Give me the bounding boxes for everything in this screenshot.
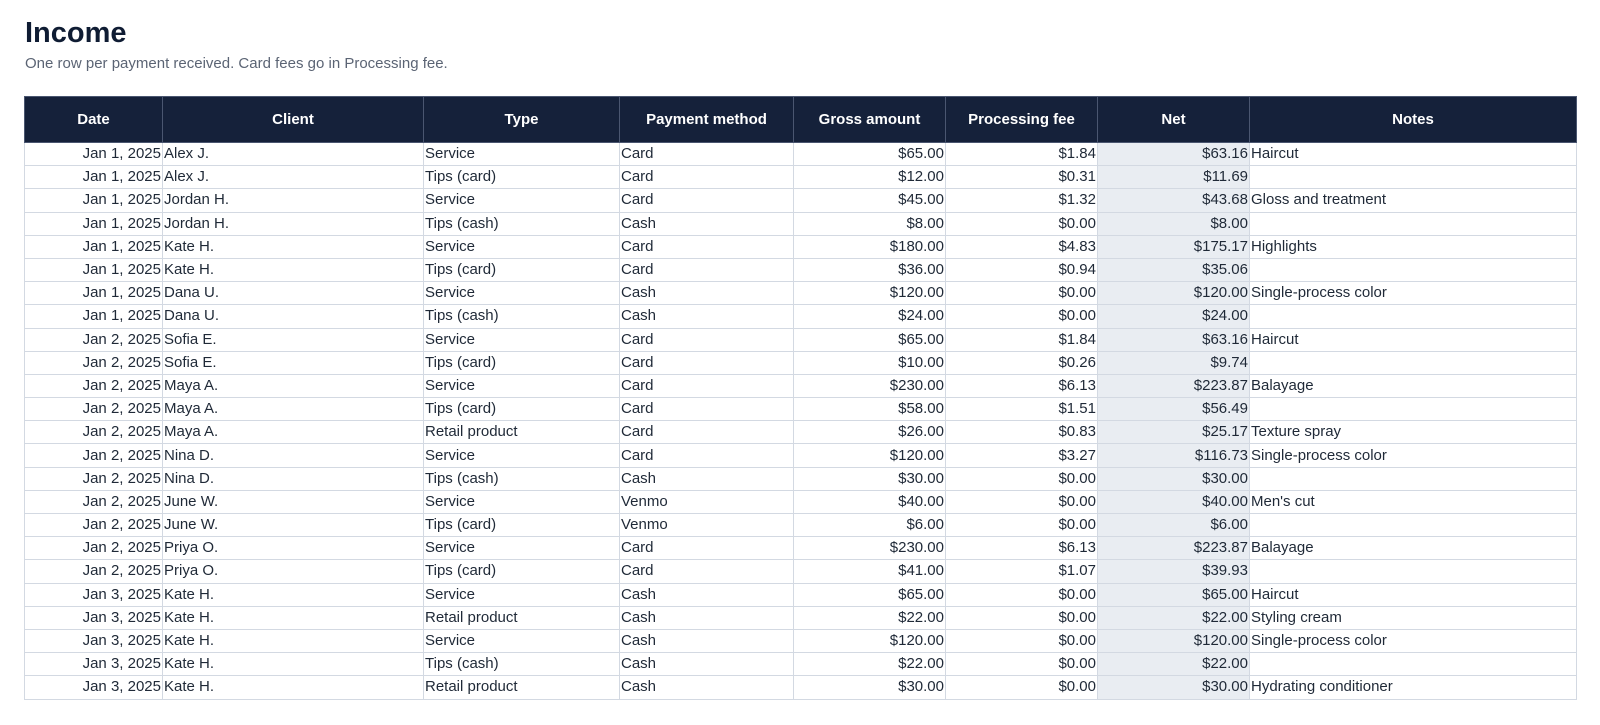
- type-cell[interactable]: Tips (card): [424, 258, 620, 281]
- table-row: [25, 166, 1577, 189]
- page-subtitle: One row per payment received. Card fees go in Processing fee.: [25, 55, 448, 72]
- processing-fee-cell[interactable]: $1.84: [946, 143, 1098, 166]
- notes-cell[interactable]: Haircut: [1250, 328, 1577, 351]
- date-cell[interactable]: Jan 2, 2025: [25, 398, 163, 421]
- type-cell[interactable]: Tips (cash): [424, 467, 620, 490]
- processing-fee-cell[interactable]: $0.83: [946, 421, 1098, 444]
- gross-amount-cell[interactable]: $41.00: [794, 560, 946, 583]
- processing-fee-cell[interactable]: $0.31: [946, 166, 1098, 189]
- net-cell[interactable]: $22.00: [1098, 653, 1250, 676]
- column-header-date[interactable]: Date: [25, 97, 163, 143]
- net-cell[interactable]: $35.06: [1098, 258, 1250, 281]
- column-header-processing-fee[interactable]: Processing fee: [946, 97, 1098, 143]
- processing-fee-cell[interactable]: $0.00: [946, 653, 1098, 676]
- type-cell[interactable]: Tips (card): [424, 560, 620, 583]
- date-cell[interactable]: Jan 1, 2025: [25, 282, 163, 305]
- gross-amount-cell[interactable]: $30.00: [794, 467, 946, 490]
- table-row: [25, 398, 1577, 421]
- client-cell[interactable]: Kate H.: [163, 258, 424, 281]
- gross-amount-cell[interactable]: $22.00: [794, 653, 946, 676]
- client-cell[interactable]: Alex J.: [163, 166, 424, 189]
- date-cell[interactable]: Jan 2, 2025: [25, 328, 163, 351]
- gross-amount-cell[interactable]: $22.00: [794, 606, 946, 629]
- gross-amount-cell[interactable]: $230.00: [794, 374, 946, 397]
- date-cell[interactable]: Jan 2, 2025: [25, 537, 163, 560]
- table-row: [25, 282, 1577, 305]
- date-cell[interactable]: Jan 1, 2025: [25, 143, 163, 166]
- date-cell[interactable]: Jan 3, 2025: [25, 583, 163, 606]
- client-cell[interactable]: Nina D.: [163, 467, 424, 490]
- date-cell[interactable]: Jan 1, 2025: [25, 189, 163, 212]
- client-cell[interactable]: Maya A.: [163, 374, 424, 397]
- type-cell[interactable]: Retail product: [424, 676, 620, 699]
- net-cell[interactable]: $56.49: [1098, 398, 1250, 421]
- payment-method-cell[interactable]: Card: [620, 351, 794, 374]
- net-cell[interactable]: $175.17: [1098, 235, 1250, 258]
- gross-amount-cell[interactable]: $36.00: [794, 258, 946, 281]
- table-row: [25, 653, 1577, 676]
- client-cell[interactable]: Jordan H.: [163, 212, 424, 235]
- type-cell[interactable]: Service: [424, 444, 620, 467]
- client-cell[interactable]: Kate H.: [163, 606, 424, 629]
- gross-amount-cell[interactable]: $120.00: [794, 444, 946, 467]
- notes-cell[interactable]: Haircut: [1250, 143, 1577, 166]
- processing-fee-cell[interactable]: $0.00: [946, 490, 1098, 513]
- type-cell[interactable]: Service: [424, 235, 620, 258]
- type-cell[interactable]: Service: [424, 490, 620, 513]
- payment-method-cell[interactable]: Venmo: [620, 490, 794, 513]
- notes-cell[interactable]: Single-process color: [1250, 282, 1577, 305]
- gross-amount-cell[interactable]: $180.00: [794, 235, 946, 258]
- net-cell[interactable]: $39.93: [1098, 560, 1250, 583]
- processing-fee-cell[interactable]: $6.13: [946, 537, 1098, 560]
- notes-cell[interactable]: Gloss and treatment: [1250, 189, 1577, 212]
- client-cell[interactable]: Kate H.: [163, 653, 424, 676]
- net-cell[interactable]: $65.00: [1098, 583, 1250, 606]
- date-cell[interactable]: Jan 1, 2025: [25, 235, 163, 258]
- table-row: [25, 258, 1577, 281]
- type-cell[interactable]: Service: [424, 629, 620, 652]
- gross-amount-cell[interactable]: $65.00: [794, 583, 946, 606]
- table-row: [25, 583, 1577, 606]
- client-cell[interactable]: Jordan H.: [163, 189, 424, 212]
- notes-cell[interactable]: Single-process color: [1250, 629, 1577, 652]
- client-cell[interactable]: June W.: [163, 490, 424, 513]
- client-cell[interactable]: Dana U.: [163, 282, 424, 305]
- processing-fee-cell[interactable]: $0.00: [946, 676, 1098, 699]
- payment-method-cell[interactable]: Card: [620, 143, 794, 166]
- gross-amount-cell[interactable]: $58.00: [794, 398, 946, 421]
- date-cell[interactable]: Jan 2, 2025: [25, 514, 163, 537]
- payment-method-cell[interactable]: Cash: [620, 212, 794, 235]
- column-header-type[interactable]: Type: [424, 97, 620, 143]
- gross-amount-cell[interactable]: $65.00: [794, 328, 946, 351]
- date-cell[interactable]: Jan 1, 2025: [25, 305, 163, 328]
- payment-method-cell[interactable]: Card: [620, 537, 794, 560]
- table-row: [25, 374, 1577, 397]
- net-cell[interactable]: $11.69: [1098, 166, 1250, 189]
- notes-cell[interactable]: [1250, 560, 1577, 583]
- type-cell[interactable]: Service: [424, 189, 620, 212]
- client-cell[interactable]: Kate H.: [163, 676, 424, 699]
- processing-fee-cell[interactable]: $6.13: [946, 374, 1098, 397]
- processing-fee-cell[interactable]: $0.26: [946, 351, 1098, 374]
- net-cell[interactable]: $120.00: [1098, 629, 1250, 652]
- client-cell[interactable]: Sofia E.: [163, 351, 424, 374]
- type-cell[interactable]: Tips (card): [424, 514, 620, 537]
- net-cell[interactable]: $24.00: [1098, 305, 1250, 328]
- type-cell[interactable]: Tips (card): [424, 398, 620, 421]
- processing-fee-cell[interactable]: $0.00: [946, 282, 1098, 305]
- date-cell[interactable]: Jan 2, 2025: [25, 374, 163, 397]
- notes-cell[interactable]: Single-process color: [1250, 444, 1577, 467]
- type-cell[interactable]: Service: [424, 143, 620, 166]
- processing-fee-cell[interactable]: $1.51: [946, 398, 1098, 421]
- table-row: [25, 514, 1577, 537]
- type-cell[interactable]: Service: [424, 328, 620, 351]
- processing-fee-cell[interactable]: $1.32: [946, 189, 1098, 212]
- payment-method-cell[interactable]: Card: [620, 374, 794, 397]
- table-row: [25, 328, 1577, 351]
- gross-amount-cell[interactable]: $65.00: [794, 143, 946, 166]
- gross-amount-cell[interactable]: $12.00: [794, 166, 946, 189]
- payment-method-cell[interactable]: Cash: [620, 606, 794, 629]
- client-cell[interactable]: June W.: [163, 514, 424, 537]
- payment-method-cell[interactable]: Cash: [620, 583, 794, 606]
- net-cell[interactable]: $43.68: [1098, 189, 1250, 212]
- gross-amount-cell[interactable]: $120.00: [794, 282, 946, 305]
- client-cell[interactable]: Maya A.: [163, 398, 424, 421]
- client-cell[interactable]: Priya O.: [163, 537, 424, 560]
- client-cell[interactable]: Kate H.: [163, 583, 424, 606]
- payment-method-cell[interactable]: Cash: [620, 282, 794, 305]
- client-cell[interactable]: Dana U.: [163, 305, 424, 328]
- payment-method-cell[interactable]: Card: [620, 421, 794, 444]
- net-cell[interactable]: $6.00: [1098, 514, 1250, 537]
- type-cell[interactable]: Tips (cash): [424, 653, 620, 676]
- table-row: [25, 212, 1577, 235]
- table-row: [25, 467, 1577, 490]
- client-cell[interactable]: Sofia E.: [163, 328, 424, 351]
- payment-method-cell[interactable]: Card: [620, 258, 794, 281]
- gross-amount-cell[interactable]: $120.00: [794, 629, 946, 652]
- gross-amount-cell[interactable]: $40.00: [794, 490, 946, 513]
- gross-amount-cell[interactable]: $24.00: [794, 305, 946, 328]
- table-row: [25, 629, 1577, 652]
- notes-cell[interactable]: [1250, 351, 1577, 374]
- processing-fee-cell[interactable]: $1.07: [946, 560, 1098, 583]
- notes-cell[interactable]: Balayage: [1250, 537, 1577, 560]
- table-row: [25, 421, 1577, 444]
- type-cell[interactable]: Service: [424, 374, 620, 397]
- client-cell[interactable]: Priya O.: [163, 560, 424, 583]
- date-cell[interactable]: Jan 1, 2025: [25, 258, 163, 281]
- client-cell[interactable]: Nina D.: [163, 444, 424, 467]
- date-cell[interactable]: Jan 2, 2025: [25, 444, 163, 467]
- payment-method-cell[interactable]: Card: [620, 189, 794, 212]
- payment-method-cell[interactable]: Card: [620, 235, 794, 258]
- date-cell[interactable]: Jan 2, 2025: [25, 421, 163, 444]
- type-cell[interactable]: Tips (card): [424, 166, 620, 189]
- gross-amount-cell[interactable]: $26.00: [794, 421, 946, 444]
- notes-cell[interactable]: [1250, 653, 1577, 676]
- payment-method-cell[interactable]: Cash: [620, 653, 794, 676]
- processing-fee-cell[interactable]: $0.94: [946, 258, 1098, 281]
- type-cell[interactable]: Tips (cash): [424, 212, 620, 235]
- notes-cell[interactable]: Highlights: [1250, 235, 1577, 258]
- notes-cell[interactable]: [1250, 212, 1577, 235]
- notes-cell[interactable]: Texture spray: [1250, 421, 1577, 444]
- payment-method-cell[interactable]: Card: [620, 328, 794, 351]
- table-row: [25, 560, 1577, 583]
- date-cell[interactable]: Jan 1, 2025: [25, 212, 163, 235]
- payment-method-cell[interactable]: Cash: [620, 305, 794, 328]
- type-cell[interactable]: Service: [424, 537, 620, 560]
- payment-method-cell[interactable]: Card: [620, 398, 794, 421]
- gross-amount-cell[interactable]: $45.00: [794, 189, 946, 212]
- processing-fee-cell[interactable]: $1.84: [946, 328, 1098, 351]
- net-cell[interactable]: $9.74: [1098, 351, 1250, 374]
- net-cell[interactable]: $223.87: [1098, 537, 1250, 560]
- notes-cell[interactable]: Men's cut: [1250, 490, 1577, 513]
- notes-cell[interactable]: [1250, 305, 1577, 328]
- processing-fee-cell[interactable]: $3.27: [946, 444, 1098, 467]
- processing-fee-cell[interactable]: $0.00: [946, 606, 1098, 629]
- gross-amount-cell[interactable]: $8.00: [794, 212, 946, 235]
- processing-fee-cell[interactable]: $0.00: [946, 514, 1098, 537]
- notes-cell[interactable]: [1250, 398, 1577, 421]
- payment-method-cell[interactable]: Cash: [620, 467, 794, 490]
- type-cell[interactable]: Tips (cash): [424, 305, 620, 328]
- payment-method-cell[interactable]: Card: [620, 166, 794, 189]
- net-cell[interactable]: $120.00: [1098, 282, 1250, 305]
- date-cell[interactable]: Jan 1, 2025: [25, 166, 163, 189]
- page-title: Income: [25, 17, 127, 49]
- table-row: [25, 444, 1577, 467]
- gross-amount-cell[interactable]: $230.00: [794, 537, 946, 560]
- gross-amount-cell[interactable]: $30.00: [794, 676, 946, 699]
- notes-cell[interactable]: Styling cream: [1250, 606, 1577, 629]
- column-header-gross-amount[interactable]: Gross amount: [794, 97, 946, 143]
- table-row: [25, 143, 1577, 166]
- notes-cell[interactable]: Balayage: [1250, 374, 1577, 397]
- client-cell[interactable]: Kate H.: [163, 235, 424, 258]
- net-cell[interactable]: $63.16: [1098, 143, 1250, 166]
- notes-cell[interactable]: [1250, 258, 1577, 281]
- net-cell[interactable]: $22.00: [1098, 606, 1250, 629]
- notes-cell[interactable]: Haircut: [1250, 583, 1577, 606]
- notes-cell[interactable]: Hydrating conditioner: [1250, 676, 1577, 699]
- table-row: [25, 537, 1577, 560]
- payment-method-cell[interactable]: Cash: [620, 676, 794, 699]
- net-cell[interactable]: $25.17: [1098, 421, 1250, 444]
- table-row: [25, 305, 1577, 328]
- date-cell[interactable]: Jan 3, 2025: [25, 629, 163, 652]
- payment-method-cell[interactable]: Venmo: [620, 514, 794, 537]
- client-cell[interactable]: Maya A.: [163, 421, 424, 444]
- net-cell[interactable]: $63.16: [1098, 328, 1250, 351]
- gross-amount-cell[interactable]: $6.00: [794, 514, 946, 537]
- table-row: [25, 490, 1577, 513]
- table-row: [25, 189, 1577, 212]
- type-cell[interactable]: Tips (card): [424, 351, 620, 374]
- processing-fee-cell[interactable]: $0.00: [946, 212, 1098, 235]
- processing-fee-cell[interactable]: $4.83: [946, 235, 1098, 258]
- column-header-notes[interactable]: Notes: [1250, 97, 1577, 143]
- date-cell[interactable]: Jan 2, 2025: [25, 490, 163, 513]
- processing-fee-cell[interactable]: $0.00: [946, 305, 1098, 328]
- table-row: [25, 606, 1577, 629]
- date-cell[interactable]: Jan 3, 2025: [25, 653, 163, 676]
- date-cell[interactable]: Jan 3, 2025: [25, 676, 163, 699]
- payment-method-cell[interactable]: Cash: [620, 629, 794, 652]
- net-cell[interactable]: $223.87: [1098, 374, 1250, 397]
- processing-fee-cell[interactable]: $0.00: [946, 467, 1098, 490]
- table-row: [25, 351, 1577, 374]
- client-cell[interactable]: Alex J.: [163, 143, 424, 166]
- table-body: [25, 143, 1577, 700]
- header-row: [25, 97, 1577, 143]
- type-cell[interactable]: Retail product: [424, 421, 620, 444]
- net-cell[interactable]: $40.00: [1098, 490, 1250, 513]
- date-cell[interactable]: Jan 2, 2025: [25, 351, 163, 374]
- date-cell[interactable]: Jan 2, 2025: [25, 467, 163, 490]
- net-cell[interactable]: $30.00: [1098, 467, 1250, 490]
- table-header: [25, 97, 1577, 143]
- notes-cell[interactable]: [1250, 467, 1577, 490]
- type-cell[interactable]: Retail product: [424, 606, 620, 629]
- column-header-payment-method[interactable]: Payment method: [620, 97, 794, 143]
- net-cell[interactable]: $116.73: [1098, 444, 1250, 467]
- type-cell[interactable]: Service: [424, 282, 620, 305]
- payment-method-cell[interactable]: Card: [620, 444, 794, 467]
- table-row: [25, 235, 1577, 258]
- client-cell[interactable]: Kate H.: [163, 629, 424, 652]
- type-cell[interactable]: Service: [424, 583, 620, 606]
- income-table: [24, 96, 1577, 700]
- processing-fee-cell[interactable]: $0.00: [946, 583, 1098, 606]
- net-cell[interactable]: $8.00: [1098, 212, 1250, 235]
- date-cell[interactable]: Jan 2, 2025: [25, 560, 163, 583]
- date-cell[interactable]: Jan 3, 2025: [25, 606, 163, 629]
- processing-fee-cell[interactable]: $0.00: [946, 629, 1098, 652]
- net-cell[interactable]: $30.00: [1098, 676, 1250, 699]
- notes-cell[interactable]: [1250, 514, 1577, 537]
- column-header-client[interactable]: Client: [163, 97, 424, 143]
- gross-amount-cell[interactable]: $10.00: [794, 351, 946, 374]
- column-header-net[interactable]: Net: [1098, 97, 1250, 143]
- payment-method-cell[interactable]: Card: [620, 560, 794, 583]
- notes-cell[interactable]: [1250, 166, 1577, 189]
- table-row: [25, 676, 1577, 699]
